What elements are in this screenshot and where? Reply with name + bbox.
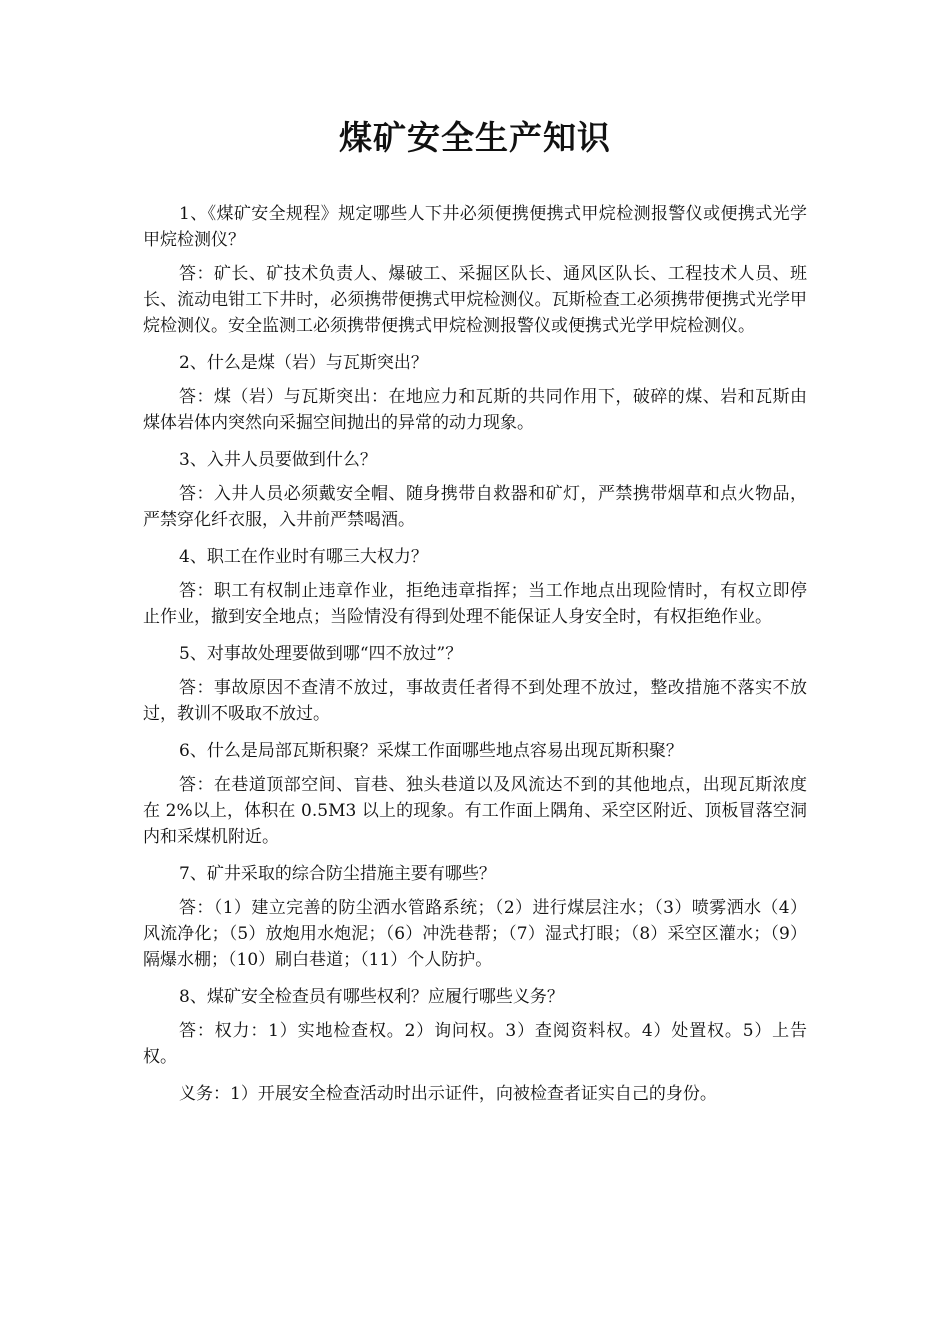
question-1: 1、《煤矿安全规程》规定哪些人下井必须便携便携式甲烷检测报警仪或便携式光学甲烷检测仪？ xyxy=(143,204,807,250)
answer-4: 答：职工有权制止违章作业，拒绝违章指挥；当工作地点出现险情时，有权立即停止作业，撤到安全地点；当险情没有得到处理不能保证人身安全时，有权拒绝作业。 xyxy=(143,581,807,627)
question-5: 5、对事故处理要做到哪“四不放过”？ xyxy=(179,644,463,664)
document-title: 煤矿安全生产知识 xyxy=(339,118,611,157)
question-4: 4、职工在作业时有哪三大权力？ xyxy=(179,547,428,567)
answer-7: 答：（1）建立完善的防尘洒水管路系统；（2）进行煤层注水；（3）喷雾洒水（4）风流净化；（5）放炮用水炮泥；（6）冲洗巷帮；（7）湿式打眼；（8）采空区灌水；（9）隔爆水棚；（10）刷白巷道；（11）个人防护。 xyxy=(143,898,807,970)
answer-6: 答：在巷道顶部空间、盲巷、独头巷道以及风流达不到的其他地点，出现瓦斯浓度在 2%以上，体积在 0.5M3 以上的现象。有工作面上隅角、采空区附近、顶板冒落空洞内和采煤机附近。 xyxy=(143,775,807,847)
answer-2: 答：煤（岩）与瓦斯突出：在地应力和瓦斯的共同作用下，破碎的煤、岩和瓦斯由煤体岩体内突然向采掘空间抛出的异常的动力现象。 xyxy=(143,387,807,433)
question-6: 6、什么是局部瓦斯积聚？采煤工作面哪些地点容易出现瓦斯积聚？ xyxy=(179,741,683,761)
answer-5: 答：事故原因不查清不放过，事故责任者得不到处理不放过，整改措施不落实不放过，教训不吸取不放过。 xyxy=(143,678,807,724)
answer-8-rights: 答：权力：1）实地检查权。2）询问权。3）查阅资料权。4）处置权。5）上告权。 xyxy=(143,1021,807,1067)
answer-3: 答：入井人员必须戴安全帽、随身携带自救器和矿灯，严禁携带烟草和点火物品，严禁穿化纤衣服，入井前严禁喝酒。 xyxy=(143,484,807,530)
question-2: 2、什么是煤（岩）与瓦斯突出？ xyxy=(179,353,428,373)
question-7: 7、矿井采取的综合防尘措施主要有哪些？ xyxy=(179,864,496,884)
answer-1: 答：矿长、矿技术负责人、爆破工、采掘区队长、通风区队长、工程技术人员、班长、流动电钳工下井时，必须携带便携式甲烷检测仪。瓦斯检查工必须携带便携式光学甲烷检测仪。安全监测工必须携带便携式甲烷检测报警仪或便携式光学甲烷检测仪。 xyxy=(143,264,807,336)
question-8: 8、煤矿安全检查员有哪些权利？应履行哪些义务？ xyxy=(179,987,564,1007)
answer-8-duties: 义务：1）开展安全检查活动时出示证件，向被检查者证实自己的身份。 xyxy=(179,1084,717,1104)
document-body xyxy=(143,201,807,1107)
question-3: 3、入井人员要做到什么？ xyxy=(179,450,377,470)
